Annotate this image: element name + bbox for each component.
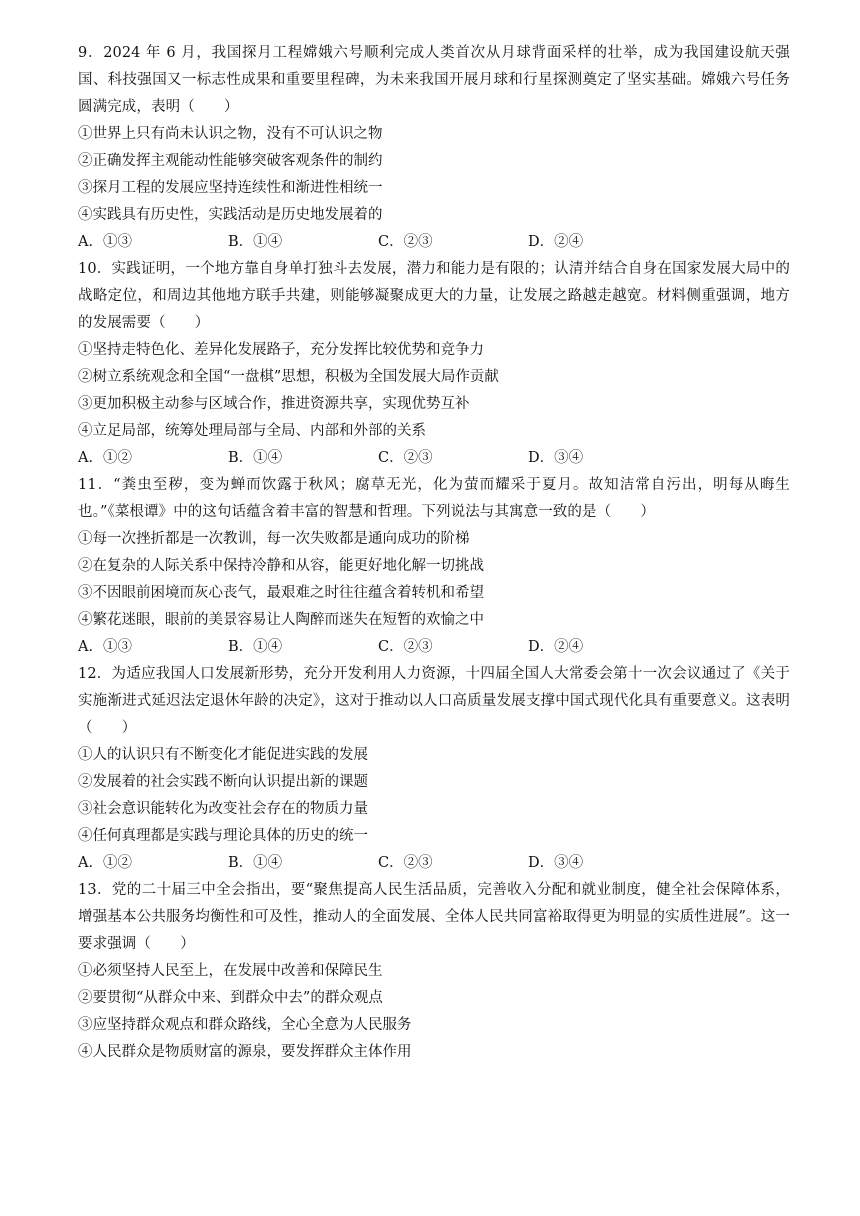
question-stem: 9．2024 年 6 月，我国探月工程嫦娥六号顺利完成人类首次从月球背面采样的壮举，成为我国建设航天强国、科技强国又一标志性成果和重要里程碑，为未来我国开展月球和行星探测奠定了坚实基础。嫦娥六号任务圆满完成，表明（ ） [78, 45, 790, 115]
choice-a: A．①③ [78, 234, 132, 250]
option-statement: ①必须坚持人民至上，在发展中改善和保障民生 [78, 963, 383, 979]
option-statement: ①世界上只有尚未认识之物，没有不可认识之物 [78, 126, 383, 142]
option-statement: ③更加积极主动参与区域合作，推进资源共享，实现优势互补 [78, 396, 470, 412]
choice-d: D．③④ [528, 450, 584, 466]
question-13 [78, 877, 790, 1066]
question-stem: 12．为适应我国人口发展新形势，充分开发利用人力资源，十四届全国人大常委会第十一次会议通过了《关于实施渐进式延迟法定退休年龄的决定》，这对于推动以人口高质量发展支撑中国式现代化具有重要意义。这表明（ ） [78, 666, 790, 736]
question-11 [78, 472, 790, 661]
choice-b: B．①④ [228, 855, 283, 871]
choice-b: B．①④ [228, 639, 283, 655]
option-statement: ④任何真理都是实践与理论具体的历史的统一 [78, 828, 368, 844]
choice-c: C．②③ [378, 639, 433, 655]
question-12 [78, 661, 790, 877]
choice-d: D．②④ [528, 639, 584, 655]
option-statement: ①坚持走特色化、差异化发展路子，充分发挥比较优势和竞争力 [78, 342, 484, 358]
question-10 [78, 256, 790, 472]
answer-choices [78, 229, 790, 256]
option-statement: ③探月工程的发展应坚持连续性和渐进性相统一 [78, 180, 383, 196]
option-statement: ④立足局部，统筹处理局部与全局、内部和外部的关系 [78, 423, 426, 439]
option-statement: ③不因眼前困境而灰心丧气，最艰难之时往往蕴含着转机和希望 [78, 585, 484, 601]
choice-a: A．①② [78, 855, 132, 871]
option-statement: ②正确发挥主观能动性能够突破客观条件的制约 [78, 153, 383, 169]
option-statement: ①人的认识只有不断变化才能促进实践的发展 [78, 747, 368, 763]
choice-c: C．②③ [378, 855, 433, 871]
choice-d: D．③④ [528, 855, 584, 871]
choice-a: A．①② [78, 450, 132, 466]
question-stem: 13．党的二十届三中全会指出，要“聚焦提高人民生活品质，完善收入分配和就业制度，健全社会保障体系，增强基本公共服务均衡性和可及性，推动人的全面发展、全体人民共同富裕取得更为明显的实质性进展”。这一要求强调（ ） [78, 882, 790, 952]
question-stem: 10．实践证明，一个地方靠自身单打独斗去发展，潜力和能力是有限的；认清并结合自身在国家发展大局中的战略定位，和周边其他地方联手共建，则能够凝聚成更大的力量，让发展之路越走越宽。材料侧重强调，地方的发展需要（ ） [78, 261, 790, 331]
choice-c: C．②③ [378, 234, 433, 250]
question-stem: 11．“粪虫至秽，变为蝉而饮露于秋风；腐草无光，化为萤而耀采于夏月。故知洁常自污出，明每从晦生也。”《菜根谭》中的这句话蕴含着丰富的智慧和哲理。下列说法与其寓意一致的是（ ） [78, 477, 790, 520]
choice-a: A．①③ [78, 639, 132, 655]
option-statement: ②要贯彻“从群众中来、到群众中去”的群众观点 [78, 990, 383, 1006]
option-statement: ③应坚持群众观点和群众路线，全心全意为人民服务 [78, 1017, 412, 1033]
question-9 [78, 40, 790, 256]
option-statement: ③社会意识能转化为改变社会存在的物质力量 [78, 801, 368, 817]
option-statement: ①每一次挫折都是一次教训，每一次失败都是通向成功的阶梯 [78, 531, 470, 547]
choice-d: D．②④ [528, 234, 584, 250]
option-statement: ④实践具有历史性，实践活动是历史地发展着的 [78, 207, 383, 223]
option-statement: ④繁花迷眼，眼前的美景容易让人陶醉而迷失在短暂的欢愉之中 [78, 612, 484, 628]
choice-b: B．①④ [228, 234, 283, 250]
answer-choices [78, 634, 790, 661]
exam-page [78, 40, 790, 1066]
option-statement: ②树立系统观念和全国“一盘棋”思想，积极为全国发展大局作贡献 [78, 369, 499, 385]
option-statement: ④人民群众是物质财富的源泉，要发挥群众主体作用 [78, 1044, 412, 1060]
option-statement: ②在复杂的人际关系中保持冷静和从容，能更好地化解一切挑战 [78, 558, 484, 574]
option-statement: ②发展着的社会实践不断向认识提出新的课题 [78, 774, 368, 790]
choice-c: C．②③ [378, 450, 433, 466]
choice-b: B．①④ [228, 450, 283, 466]
answer-choices [78, 445, 790, 472]
answer-choices [78, 850, 790, 877]
